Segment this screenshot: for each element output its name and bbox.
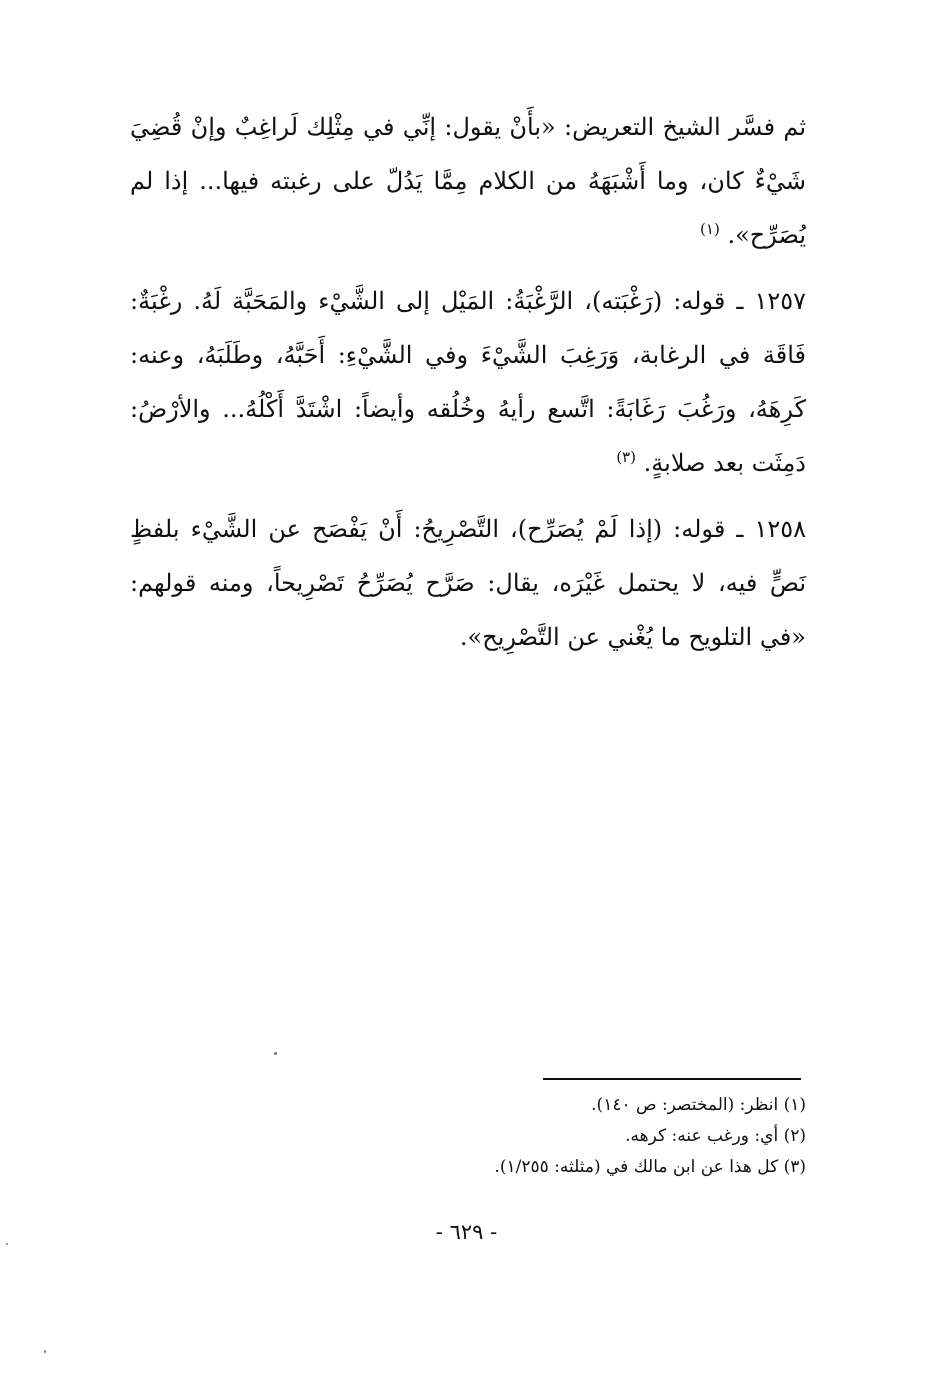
page-number: - ٦٢٩ - <box>435 1220 498 1244</box>
paragraph-1 <box>130 100 806 262</box>
footnote-2: (٢) أي: ورغب عنه: كرهه. <box>625 1126 806 1146</box>
footnote-ref-3: (٣) <box>616 448 637 466</box>
footnotes <box>300 1090 806 1183</box>
paragraph-entry-1257-text: ١٢٥٧ ـ قوله: (رَغْبَته)، الرَّغْبَةُ: المَيْل إلى الشَّيْء والمَحَبَّة لَهُ. رغْبَةٌ: فَاقَة في الرغابة، وَرَغِبَ الشَّيْءَ وفي الشَّيْءِ: أَحَبَّهُ، وطَلَبَهُ، وعنه: كَرِهَهُ، ورَغُبَ رَغَابَةً: اتَّسع رأيهُ وخُلُقه وأيضاً: اشْتَدَّ أَكْلُهُ... والأرْضُ: دَمِثَت بعد صلابةٍ. <box>130 287 806 477</box>
footnote-3: (٣) كل هذا عن ابن مالك في (مثلثه: ١/٢٥٥). <box>494 1157 806 1177</box>
paragraph-entry-1257 <box>130 274 806 490</box>
paragraph-entry-1258-text: ١٢٥٨ ـ قوله: (إذا لَمْ يُصَرِّح)، التَّصْرِيحُ: أَنْ يَفْصَح عن الشَّيْء بلفظٍ نَصٍّ فيه، لا يحتمل غَيْرَه، يقال: صَرَّح يُصَرِّحُ تَصْرِيحاً، ومنه قولهم: «في التلويح ما يُغْني عن التَّصْرِيح». <box>130 515 806 651</box>
footnote-divider <box>543 1078 801 1080</box>
scan-speck <box>44 1350 46 1353</box>
scan-speck <box>6 1243 8 1245</box>
scan-speck <box>274 1052 277 1055</box>
footnote-ref-1: (١) <box>700 220 720 238</box>
main-text <box>130 100 806 676</box>
paragraph-1-text: ثم فسَّر الشيخ التعريض: «بأَنْ يقول: إنِّي في مِثْلِك لَراغِبٌ وإنْ قُضِيَ شَيْءٌ كان، وما أَشْبَهَهُ من الكلام مِمَّا يَدُلّ على رغبته فيها... إذا لم يُصَرِّح». <box>130 113 806 249</box>
paragraph-entry-1258 <box>130 502 806 664</box>
footnote-1: (١) انظر: (المختصر: ص ١٤٠). <box>591 1095 806 1115</box>
